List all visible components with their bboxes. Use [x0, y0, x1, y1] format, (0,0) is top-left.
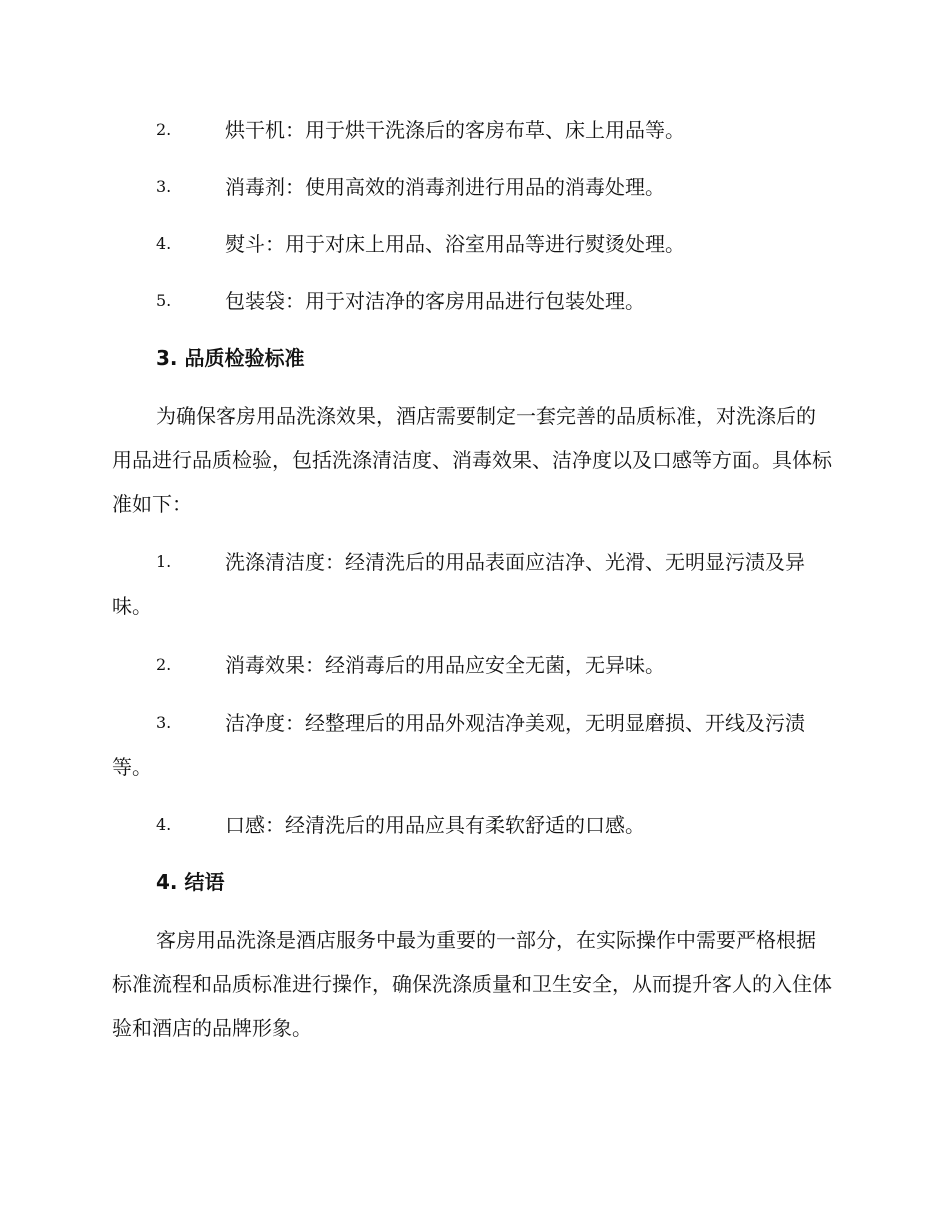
list-number: 2. — [156, 120, 172, 139]
list-item — [112, 540, 832, 628]
list-item — [112, 643, 832, 687]
list-text: 包装袋：用于对洁净的客房用品进行包装处理。 — [225, 289, 645, 313]
list-text: 洗涤清洁度：经清洗后的用品表面应洁净、光滑、无明显污渍及异味。 — [112, 550, 805, 618]
list-item — [112, 222, 832, 266]
list-number: 5. — [156, 291, 172, 310]
section-heading-conclusion: 4. 结语 — [156, 870, 225, 894]
list-item — [112, 803, 832, 847]
list-text: 口感：经清洗后的用品应具有柔软舒适的口感。 — [225, 813, 645, 837]
list-text: 消毒剂：使用高效的消毒剂进行用品的消毒处理。 — [225, 175, 665, 199]
section-heading-quality-standards: 3. 品质检验标准 — [156, 346, 305, 370]
list-text: 洁净度：经整理后的用品外观洁净美观，无明显磨损、开线及污渍等。 — [112, 711, 805, 779]
list-item — [112, 279, 832, 323]
list-item — [112, 165, 832, 209]
list-number: 4. — [156, 234, 172, 253]
list-number: 2. — [156, 655, 172, 674]
list-item — [112, 701, 832, 789]
list-number: 3. — [156, 713, 172, 732]
quality-standards-intro: 为确保客房用品洗涤效果，酒店需要制定一套完善的品质标准，对洗涤后的用品进行品质检验，包括洗涤清洁度、消毒效果、洁净度以及口感等方面。具体标准如下： — [112, 404, 832, 516]
list-number: 3. — [156, 177, 172, 196]
list-text: 熨斗：用于对床上用品、浴室用品等进行熨烫处理。 — [225, 232, 685, 256]
list-text: 烘干机：用于烘干洗涤后的客房布草、床上用品等。 — [225, 118, 685, 142]
list-number: 1. — [156, 552, 172, 571]
list-number: 4. — [156, 815, 172, 834]
list-item — [112, 108, 832, 152]
conclusion-paragraph: 客房用品洗涤是酒店服务中最为重要的一部分，在实际操作中需要严格根据标准流程和品质标准进行操作，确保洗涤质量和卫生安全，从而提升客人的入住体验和酒店的品牌形象。 — [112, 928, 832, 1040]
list-text: 消毒效果：经消毒后的用品应安全无菌，无异味。 — [225, 653, 665, 677]
